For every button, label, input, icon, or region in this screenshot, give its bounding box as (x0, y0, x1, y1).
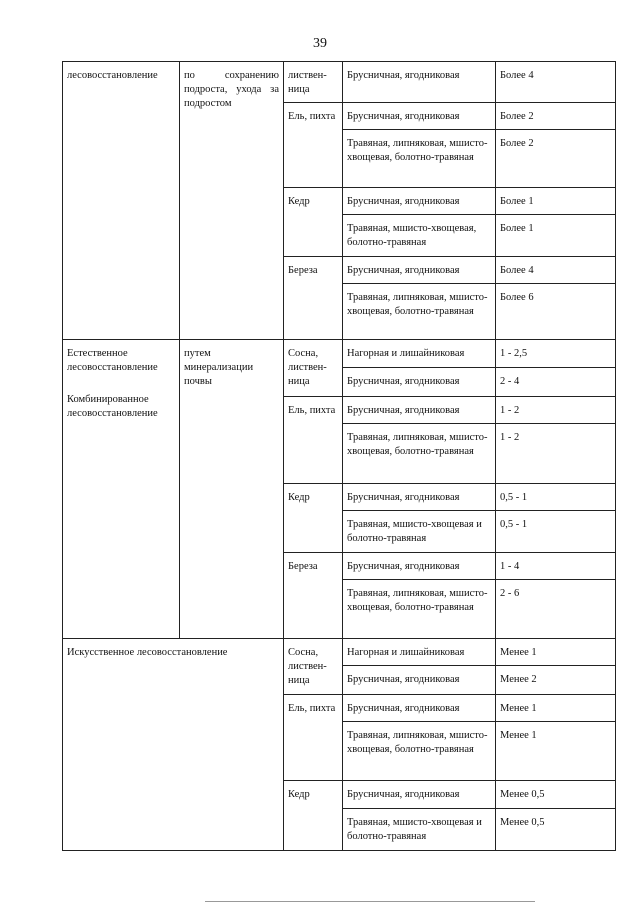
forest-type-cell: Брусничная, ягодниковая (343, 666, 496, 695)
value-cell: 0,5 - 1 (496, 484, 616, 511)
species-cell: Сосна, листвен-ница (284, 340, 343, 397)
table-row (63, 639, 616, 666)
table-row (63, 62, 616, 103)
value-cell: Более 1 (496, 215, 616, 257)
method-text: лесовосстановление (67, 70, 158, 81)
value-cell: 2 - 6 (496, 580, 616, 639)
forest-type-cell: Брусничная, ягодниковая (343, 62, 496, 103)
value-cell: Более 2 (496, 130, 616, 188)
forest-restoration-table (62, 61, 616, 851)
table-row (63, 340, 616, 368)
bottom-rule (205, 901, 535, 902)
measure-cell (180, 62, 284, 340)
forest-type-cell: Брусничная, ягодниковая (343, 781, 496, 809)
method-text: Естественное лесовосстановление (67, 348, 158, 373)
species-cell: Ель, пихта (284, 103, 343, 188)
value-cell: Менее 1 (496, 722, 616, 781)
value-cell: Менее 1 (496, 695, 616, 722)
method-cell: Искусственное лесовосстановление (63, 639, 284, 851)
forest-type-cell: Травяная, липняковая, мшисто-хвощевая, болотно-травяная (343, 580, 496, 639)
forest-type-cell: Брусничная, ягодниковая (343, 553, 496, 580)
method-extra-text: Комбинированное лесовосстановление (67, 394, 158, 419)
measure-line: по сохранению (184, 70, 279, 81)
value-cell: 1 - 4 (496, 553, 616, 580)
method-cell (63, 62, 180, 340)
forest-type-cell: Брусничная, ягодниковая (343, 188, 496, 215)
forest-type-cell: Травяная, мшисто-хвощевая, болотно-травяная (343, 215, 496, 257)
measure-line: подроста, ухода за (184, 84, 279, 95)
forest-type-cell: Травяная, липняковая, мшисто-хвощевая, болотно-травяная (343, 130, 496, 188)
forest-type-cell: Брусничная, ягодниковая (343, 484, 496, 511)
value-cell: Менее 1 (496, 639, 616, 666)
value-cell: Менее 2 (496, 666, 616, 695)
forest-type-cell: Травяная, мшисто-хвощевая и болотно-травяная (343, 809, 496, 851)
forest-type-cell: Травяная, липняковая, мшисто-хвощевая, болотно-травяная (343, 284, 496, 340)
species-cell: Ель, пихта (284, 397, 343, 484)
value-cell: 0,5 - 1 (496, 511, 616, 553)
forest-type-cell: Брусничная, ягодниковая (343, 397, 496, 424)
value-cell: Более 4 (496, 257, 616, 284)
method-cell (63, 340, 180, 639)
forest-type-cell: Брусничная, ягодниковая (343, 103, 496, 130)
species-cell: Ель, пихта (284, 695, 343, 781)
species-cell: Береза (284, 553, 343, 639)
value-cell: Менее 0,5 (496, 809, 616, 851)
species-cell: Кедр (284, 484, 343, 553)
forest-type-cell: Брусничная, ягодниковая (343, 368, 496, 397)
forest-type-cell: Брусничная, ягодниковая (343, 257, 496, 284)
value-cell: Более 1 (496, 188, 616, 215)
forest-type-cell: Нагорная и лишайниковая (343, 639, 496, 666)
value-cell: 1 - 2 (496, 397, 616, 424)
measure-line: подростом (184, 98, 232, 109)
page-number: 39 (313, 36, 327, 51)
forest-type-cell: Травяная, липняковая, мшисто-хвощевая, болотно-травяная (343, 424, 496, 484)
forest-type-cell: Нагорная и лишайниковая (343, 340, 496, 368)
forest-type-cell: Травяная, мшисто-хвощевая и болотно-травяная (343, 511, 496, 553)
value-cell: Более 2 (496, 103, 616, 130)
value-cell: Менее 0,5 (496, 781, 616, 809)
measure-cell: путем минерализации почвы (180, 340, 284, 639)
species-cell: Кедр (284, 781, 343, 851)
value-cell: 1 - 2 (496, 424, 616, 484)
forest-type-cell: Травяная, липняковая, мшисто-хвощевая, болотно-травяная (343, 722, 496, 781)
species-cell: листвен-ница (284, 62, 343, 103)
value-cell: Более 6 (496, 284, 616, 340)
value-cell: 2 - 4 (496, 368, 616, 397)
forest-type-cell: Брусничная, ягодниковая (343, 695, 496, 722)
value-cell: Более 4 (496, 62, 616, 103)
species-cell: Кедр (284, 188, 343, 257)
value-cell: 1 - 2,5 (496, 340, 616, 368)
species-cell: Береза (284, 257, 343, 340)
species-cell: Сосна, листвен-ница (284, 639, 343, 695)
